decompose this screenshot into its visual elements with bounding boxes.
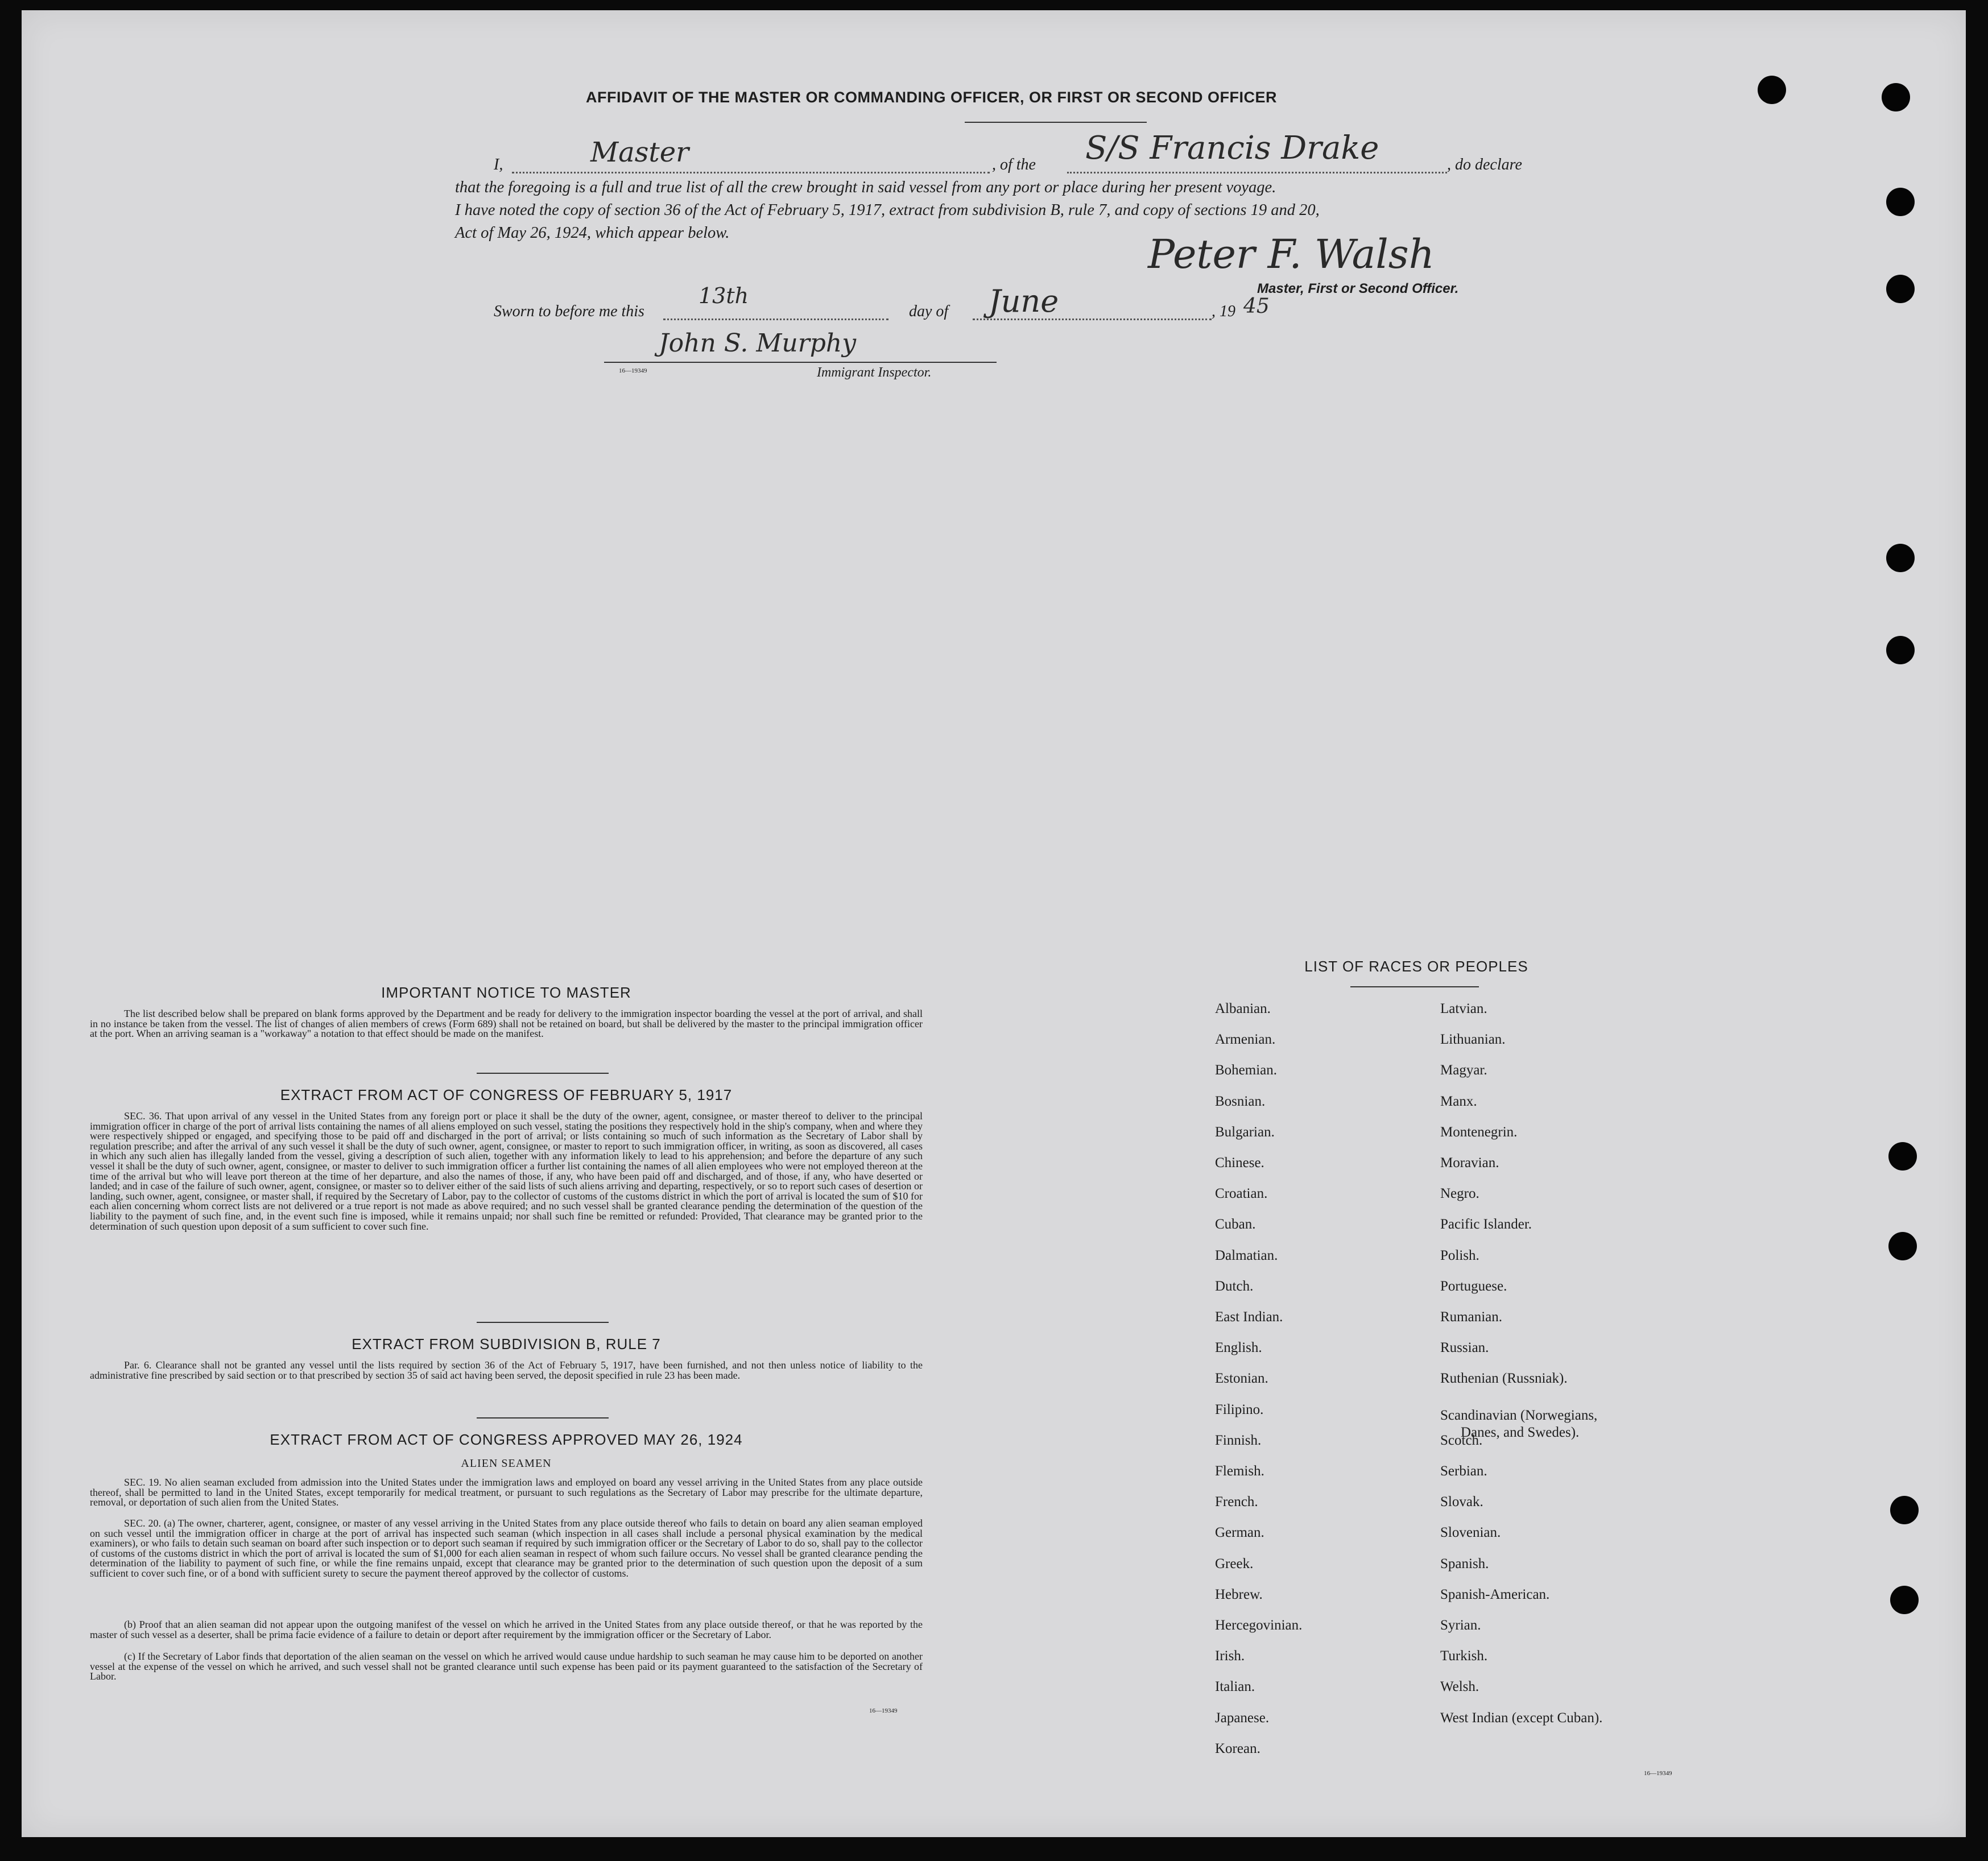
document-page [22, 10, 1966, 1837]
race-item: Greek. [1215, 1556, 1254, 1571]
filled-month-handwriting: June [989, 283, 1059, 319]
race-item: Bulgarian. [1215, 1124, 1275, 1140]
sworn-label: Sworn to before me this [494, 303, 644, 320]
affidavit-title: AFFIDAVIT OF THE MASTER OR COMMANDING OFFICER, OR FIRST OR SECOND OFFICER [586, 89, 1277, 106]
form-code-affidavit: 16—19349 [619, 367, 647, 374]
race-item: Bohemian. [1215, 1062, 1278, 1078]
form-code-races: 16—19349 [1644, 1770, 1672, 1777]
race-item: Flemish. [1215, 1463, 1264, 1479]
day-field-line [663, 319, 888, 320]
race-item: Syrian. [1440, 1618, 1481, 1633]
inspector-caption: Immigrant Inspector. [817, 365, 932, 380]
race-item: German. [1215, 1525, 1264, 1541]
race-item: Serbian. [1440, 1463, 1487, 1479]
race-item: West Indian (except Cuban). [1440, 1710, 1603, 1726]
affidavit-line-4: Act of May 26, 1924, which appear below. [455, 224, 730, 242]
i-label: I, [494, 156, 503, 173]
extract-rule7-text: Par. 6. Clearance shall not be granted any vessel until the lists required by section 36 of the Act of February 5, 1917, have been furnished, and not then unless notice of liability to the administrative fine prescribed by said section or to that prescribed by section 35 of said act having been served, the deposit specified in rule 23 has been made. [90, 1359, 923, 1381]
race-item: Italian. [1215, 1679, 1255, 1695]
race-item: French. [1215, 1494, 1258, 1510]
notice-heading: IMPORTANT NOTICE TO MASTER [381, 984, 631, 1001]
race-item: East Indian. [1215, 1309, 1283, 1325]
divider [477, 1417, 609, 1419]
filled-name-handwriting: Master [590, 137, 689, 168]
affidavit-line-3: I have noted the copy of section 36 of the Act of February 5, 1917, extract from subdivision B, rule 7, and copy of sections 19 and 20, [455, 201, 1320, 219]
race-item: Montenegrin. [1440, 1124, 1518, 1140]
sec20b-text: (b) Proof that an alien seaman did not appear upon the outgoing manifest of the vessel on which he arrived in the United States from any place outside thereof, or that he was reported by the master of such vessel as a deserter, shall be prima facie evidence of a failure to detain or deport after requirement by the immigration officer or the Secretary of Labor. [90, 1619, 923, 1640]
race-item: Latvian. [1440, 1001, 1487, 1016]
races-heading: LIST OF RACES OR PEOPLES [1304, 958, 1528, 975]
punch-hole [1886, 544, 1915, 572]
race-item: Albanian. [1215, 1001, 1271, 1016]
alien-seamen-subheading: ALIEN SEAMEN [461, 1457, 552, 1470]
race-item: Spanish-American. [1440, 1586, 1550, 1602]
races-heading-rule [1350, 986, 1479, 987]
race-item: Manx. [1440, 1093, 1477, 1109]
extract-1924-heading: EXTRACT FROM ACT OF CONGRESS APPROVED MAY 26, 1924 [270, 1431, 743, 1448]
race-item: Dalmatian. [1215, 1247, 1278, 1263]
race-item: Hercegovinian. [1215, 1618, 1303, 1633]
race-item: Irish. [1215, 1648, 1245, 1664]
race-item: Welsh. [1440, 1679, 1479, 1695]
vessel-field-line [1067, 172, 1447, 173]
punch-hole [1886, 188, 1915, 216]
inspector-signature: John S. Murphy [659, 329, 857, 358]
race-item: Magyar. [1440, 1062, 1487, 1078]
punch-hole [1890, 1496, 1919, 1524]
race-item: Japanese. [1215, 1710, 1270, 1726]
punch-hole [1890, 1586, 1919, 1614]
race-item: Armenian. [1215, 1032, 1276, 1048]
master-signature: Peter F. Walsh [1148, 231, 1435, 278]
race-item: Cuban. [1215, 1217, 1256, 1233]
punch-hole [1888, 1142, 1917, 1171]
race-item: Rumanian. [1440, 1309, 1503, 1325]
filled-day-handwriting: 13th [699, 283, 749, 308]
race-item: Spanish. [1440, 1556, 1489, 1571]
affidavit-line-2: that the foregoing is a full and true list of all the crew brought in said vessel from any port or place during her present voyage. [455, 179, 1276, 196]
punch-hole [1758, 76, 1786, 104]
name-field-line [512, 172, 990, 173]
punch-hole [1886, 636, 1915, 664]
race-item: Slovak. [1440, 1494, 1483, 1510]
filled-vessel-handwriting: S/S Francis Drake [1085, 130, 1379, 167]
race-item: Danes, and Swedes). [1461, 1424, 1580, 1440]
sec19-text: SEC. 19. No alien seaman excluded from admission into the United States under the immigration laws and employed on board any vessel arriving in the United States from any place outside thereof, shall be permitted to land in the United States, except temporarily for medical treatment, or pursuant to such regulations as the Secretary of Labor may prescribe for the ultimate departure, removal, or deportation of such alien from the United States. [90, 1477, 923, 1508]
sec20a-text: SEC. 20. (a) The owner, charterer, agent, consignee, or master of any vessel arriving in the United States from any place outside thereof who fails to detain on board any alien seaman employed on such vessel until the immigration officer in charge at the port of arrival has inspected such seaman (which inspection in all cases shall include a personal physical examination by the medical examiners), or who fails to detain such seaman on board after such inspection or to deport such seaman if required by such immigration officer or the Secretary of Labor to do so, shall pay to the collector of customs of the customs district in which the port of arrival is located the sum of $1,000 for each alien seaman in respect of whom such failure occurs. No vessel shall be granted clearance pending the determination of the liability to payment of such fine, or while the fine remains unpaid, except that clearance may be granted prior to the determination of such question upon the deposit of a sum sufficient to cover such fine, or of a bond with sufficient surety to secure the payment thereof approved by the collector of customs. [90, 1517, 923, 1579]
race-item: Bosnian. [1215, 1093, 1266, 1109]
punch-hole [1882, 83, 1910, 111]
master-caption: Master, First or Second Officer. [1257, 281, 1459, 296]
title-rule [965, 122, 1147, 123]
race-item: Turkish. [1440, 1648, 1488, 1664]
race-item: Polish. [1440, 1247, 1479, 1263]
race-item: Croatian. [1215, 1186, 1268, 1202]
punch-hole [1888, 1232, 1917, 1260]
sec20c-text: (c) If the Secretary of Labor finds that deportation of the alien seaman on the vessel on which he arrived would cause undue hardship to such seaman he may cause him to be deported on another vessel at the expense of the vessel on which he arrived, and such vessel shall not be granted clearance until such expense has been paid or its payment guaranteed to the satisfaction of the Secretary of Labor. [90, 1651, 923, 1682]
punch-hole [1886, 275, 1915, 303]
filled-year-handwriting: 45 [1243, 295, 1270, 318]
divider [477, 1322, 609, 1323]
day-of-label: day of [909, 303, 949, 320]
race-item: Pacific Islander. [1440, 1217, 1532, 1233]
race-item: Dutch. [1215, 1278, 1254, 1294]
race-item: Slovenian. [1440, 1525, 1501, 1541]
extract-1917-heading: EXTRACT FROM ACT OF CONGRESS OF FEBRUARY 5, 1917 [280, 1086, 733, 1103]
extract-rule7-heading: EXTRACT FROM SUBDIVISION B, RULE 7 [352, 1335, 661, 1353]
of-the-label: , of the [992, 156, 1036, 173]
race-item: Negro. [1440, 1186, 1479, 1202]
race-item: English. [1215, 1340, 1262, 1356]
race-item: Russian. [1440, 1340, 1489, 1356]
inspector-rule [604, 362, 997, 363]
race-item: Moravian. [1440, 1155, 1499, 1171]
notice-text: The list described below shall be prepared on blank forms approved by the Department and be ready for delivery to the immigration inspector boarding the vessel at the port of arrival, and shall in no instance be taken from the vessel. The list of changes of alien members of crews (Form 689) shall not be retained on board, but shall be delivered by the master to the principal immigration officer at the port. When an arriving seaman is a "workaway" a notation to that effect should be made on the manifest. [90, 1008, 923, 1040]
race-item: Hebrew. [1215, 1586, 1263, 1602]
divider [477, 1073, 609, 1074]
race-item: Chinese. [1215, 1155, 1264, 1171]
year-prefix: , 19 [1212, 303, 1235, 320]
race-item: Filipino. [1215, 1401, 1264, 1417]
race-item: Ruthenian (Russniak). [1440, 1371, 1568, 1387]
race-item: Scandinavian (Norwegians, [1440, 1407, 1598, 1423]
race-item: Lithuanian. [1440, 1032, 1506, 1048]
race-item: Portuguese. [1440, 1278, 1507, 1294]
form-code-extracts: 16—19349 [869, 1707, 898, 1714]
extract-1917-text: SEC. 36. That upon arrival of any vessel in the United States from any foreign port or place it shall be the duty of the owner, agent, consignee, or master thereof to deliver to the principal immigration officer in charge of the port of arrival lists containing the names of all aliens employed on such vessel, stating the positions they respectively hold in the ship's company, when and where they were respectively shipped or engaged, and specifying those to be paid off and discharged in the port of arrival; or lists containing so much of such information as the Secretary of Labor shall by regulation prescribe; and after the arrival of any such vessel it shall be the duty of such owner, agent, consignee, or master to report to such immigration officer, in writing, as soon as discovered, all cases in which any such alien has illegally landed from the vessel, giving a description of such alien, together with any information likely to lead to his apprehension; and before the departure of any such vessel it shall be the duty of such owner, agent, consignee, or master to deliver to such immigration officer a further list containing the names of all alien employees who were not employed thereon at the time of the arrival but who will leave port thereon at the time of her departure, and also the names of those, if any, who have been paid off and discharged, and of those, if any, who have deserted or landed; and in case of the failure of such owner, agent, consignee, or master so to deliver either of the said lists of such aliens arriving and departing, respectively, or so to report such cases of desertion or landing, such owner, agent, consignee, or master shall, if required by the Secretary of Labor, pay to the collector of customs of the customs district in which the port of arrival is located the sum of $10 for each alien concerning whom correct lists are not delivered or a true report is not made as above required; and no such vessel shall be granted clearance pending the determination of the question of the liability to the payment of such fine, and, in the event such fine is imposed, while it remains unpaid; nor shall such fine be remitted or refunded: Provided, That clearance may be granted prior to the determination of such question upon deposit of a sum sufficient to cover such fine. [90, 1110, 923, 1232]
do-declare-label: , do declare [1447, 156, 1522, 173]
race-item: Scotch. [1440, 1432, 1483, 1448]
race-item: Korean. [1215, 1740, 1260, 1756]
race-item: Estonian. [1215, 1371, 1268, 1387]
race-item: Finnish. [1215, 1432, 1262, 1448]
